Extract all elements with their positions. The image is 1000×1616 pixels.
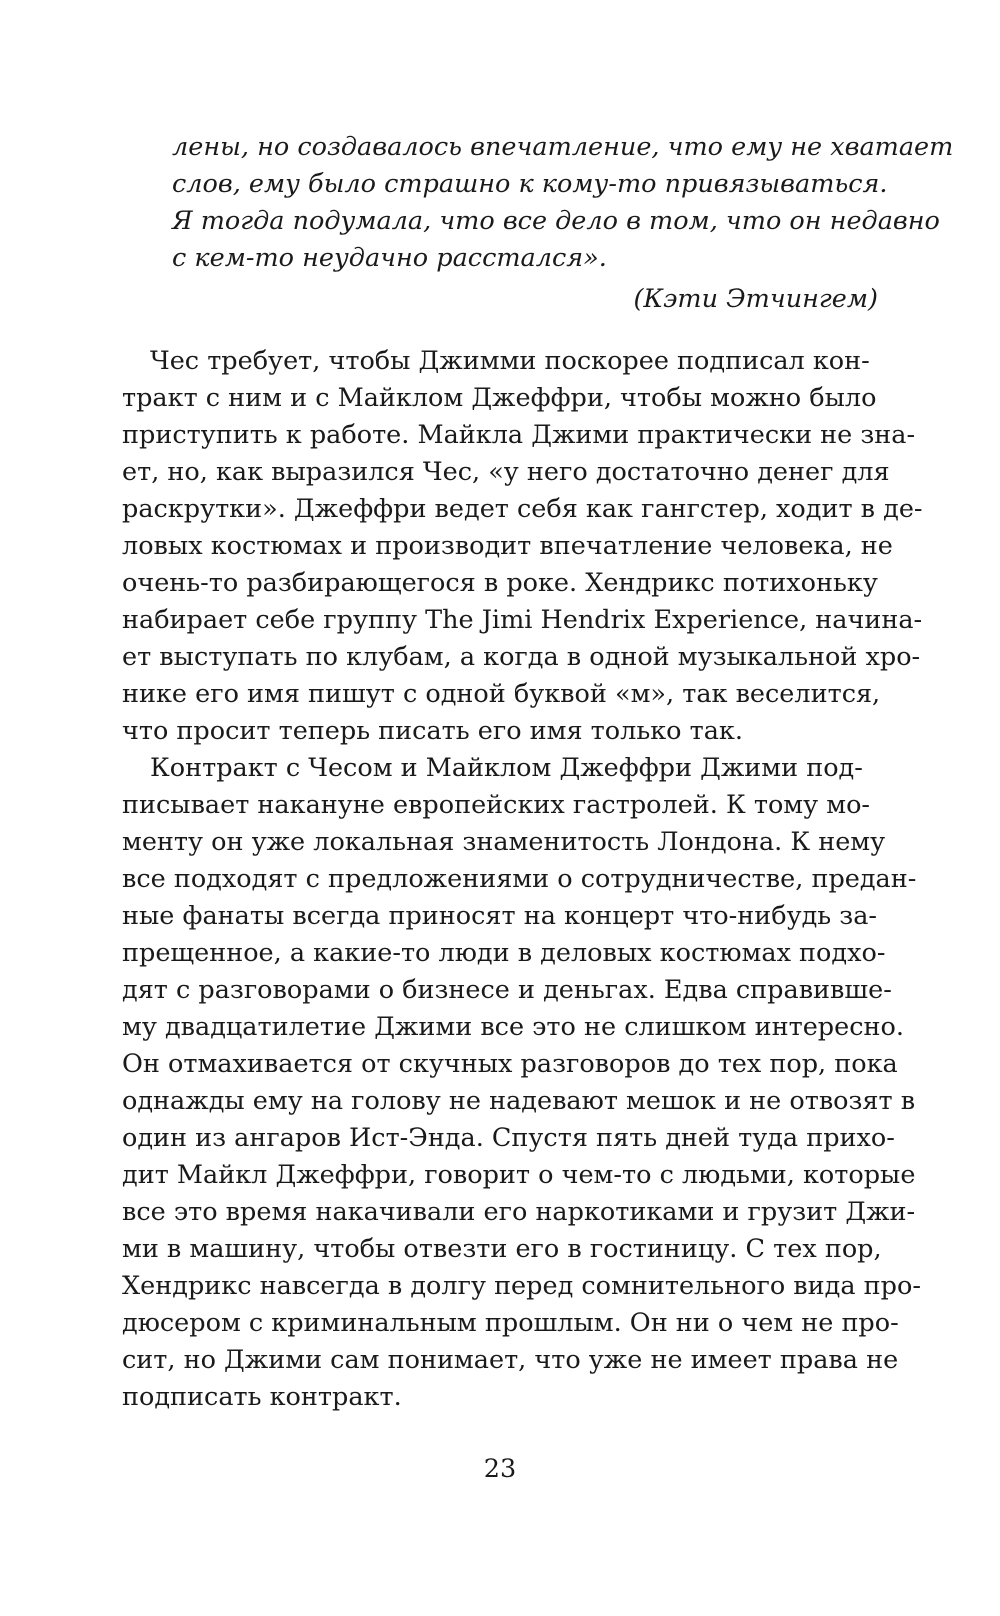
text-line: набирает себе группу The Jimi Hendrix Experience, начина-	[122, 605, 923, 635]
text-line: менту он уже локальная знаменитость Лондона. К нему	[122, 827, 886, 857]
text-line: ет, но, как выразился Чес, «у него достаточно денег для	[122, 457, 890, 487]
page-number: 23	[483, 1454, 517, 1484]
text-line: Контракт с Чесом и Майклом Джеффри Джими под-	[150, 753, 863, 783]
text-line: однажды ему на голову не надевают мешок и не отвозят в	[122, 1086, 916, 1116]
text-line: все это время накачивали его наркотиками и грузит Джи-	[122, 1197, 916, 1227]
text-line: нике его имя пишут с одной буквой «м», так веселится,	[122, 679, 881, 709]
text-line: Он отмахивается от скучных разговоров до тех пор, пока	[122, 1049, 898, 1079]
quote-line: Я тогда подумала, что все дело в том, что он недавно	[172, 206, 940, 236]
text-line: приступить к работе. Майкла Джими практически не зна-	[122, 420, 916, 450]
quote-attribution: (Кэти Этчингем)	[633, 284, 878, 314]
text-line: все подходят с предложениями о сотрудничестве, предан-	[122, 864, 917, 894]
text-line: Чес требует, чтобы Джимми поскорее подписал кон-	[150, 346, 870, 376]
text-line: подписать контракт.	[122, 1382, 402, 1412]
quote-line: с кем-то неудачно расстался».	[172, 243, 607, 273]
text-line: сит, но Джими сам понимает, что уже не имеет права не	[122, 1345, 899, 1375]
text-line: ми в машину, чтобы отвезти его в гостиницу. С тех пор,	[122, 1234, 882, 1264]
quote-line: слов, ему было страшно к кому-то привязываться.	[172, 169, 888, 199]
text-line: дит Майкл Джеффри, говорит о чем-то с людьми, которые	[122, 1160, 916, 1190]
text-line: ет выступать по клубам, а когда в одной музыкальной хро-	[122, 642, 921, 672]
quote-line: лены, но создавалось впечатление, что ему не хватает	[172, 132, 954, 162]
text-line: раскрутки». Джеффри ведет себя как гангстер, ходит в де-	[122, 494, 923, 524]
text-line: дюсером с криминальным прошлым. Он ни о чем не про-	[122, 1308, 899, 1338]
text-line: тракт с ним и с Майклом Джеффри, чтобы можно было	[122, 383, 877, 413]
text-line: му двадцатилетие Джими все это не слишком интересно.	[122, 1012, 904, 1042]
text-line: один из ангаров Ист-Энда. Спустя пять дней туда прихо-	[122, 1123, 895, 1153]
text-line: дят с разговорами о бизнесе и деньгах. Едва справивше-	[122, 975, 892, 1005]
text-line: что просит теперь писать его имя только так.	[122, 716, 743, 746]
text-line: писывает накануне европейских гастролей. К тому мо-	[122, 790, 871, 820]
text-line: ные фанаты всегда приносят на концерт что-нибудь за-	[122, 901, 878, 931]
text-line: ловых костюмах и производит впечатление человека, не	[122, 531, 893, 561]
text-line: очень-то разбирающегося в роке. Хендрикс потихоньку	[122, 568, 878, 598]
text-line: Хендрикс навсегда в долгу перед сомнительного вида про-	[122, 1271, 921, 1301]
text-line: прещенное, а какие-то люди в деловых костюмах подхо-	[122, 938, 886, 968]
